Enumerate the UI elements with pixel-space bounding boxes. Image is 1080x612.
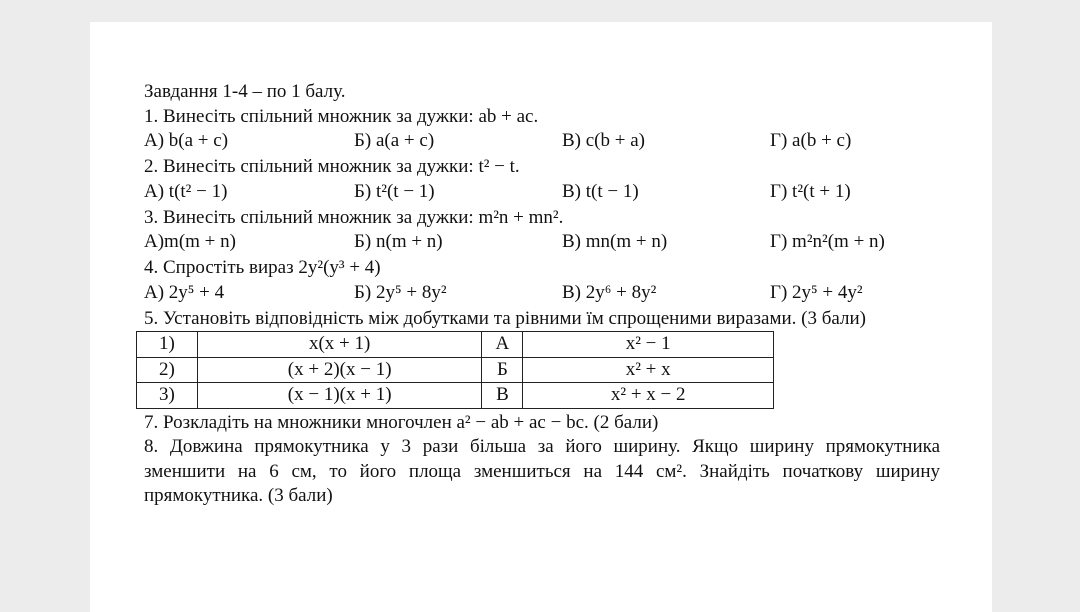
option-b[interactable]: Б) a(a + c): [354, 130, 435, 151]
question-2: 2. Винесіть спільний множник за дужки: t² − t.: [144, 156, 520, 177]
option-v[interactable]: В) 2y⁶ + 8y²: [562, 281, 657, 303]
option-b[interactable]: Б) 2y⁵ + 8y²: [354, 281, 447, 303]
option-g[interactable]: Г) 2y⁵ + 4y²: [770, 281, 863, 303]
question-8: 8. Довжина прямокутника у 3 рази більша за його ширину. Якщо ширину прямокутника зменшити на 6 см, то його площа зменшиться на 144 см². Знайдіть початкову ширину прямокутника. (3 бали): [144, 436, 940, 506]
option-g[interactable]: Г) t²(t + 1): [770, 180, 851, 202]
product-expression: (x + 2)(x − 1): [197, 357, 482, 383]
option-v[interactable]: В) c(b + a): [562, 130, 645, 151]
worksheet-content: [144, 80, 944, 509]
option-v[interactable]: В) t(t − 1): [562, 180, 639, 202]
question-7: 7. Розкладіть на множники многочлен a² − ab + ac − bc. (2 бали): [144, 411, 659, 433]
question-4: 4. Спростіть вираз 2y²(y³ + 4): [144, 257, 381, 278]
simplified-expression: x² − 1: [523, 332, 774, 358]
worksheet-page: [90, 22, 992, 612]
option-a[interactable]: А)m(m + n): [144, 231, 236, 252]
row-number: 2): [137, 357, 198, 383]
question-1: 1. Винесіть спільний множник за дужки: ab + ac.: [144, 105, 539, 127]
section-header: Завдання 1-4 – по 1 балу.: [144, 81, 346, 102]
table-row: [137, 332, 774, 358]
option-b[interactable]: Б) t²(t − 1): [354, 180, 435, 202]
answer-letter: В: [482, 383, 523, 409]
simplified-expression: x² + x − 2: [523, 383, 774, 409]
question-3-options: [144, 230, 944, 256]
option-g[interactable]: Г) a(b + c): [770, 130, 852, 151]
option-a[interactable]: А) b(a + c): [144, 130, 229, 151]
answer-letter: А: [482, 332, 523, 358]
table-row: [137, 357, 774, 383]
option-a[interactable]: А) 2y⁵ + 4: [144, 281, 225, 303]
option-g[interactable]: Г) m²n²(m + n): [770, 231, 885, 252]
question-3: 3. Винесіть спільний множник за дужки: m²n + mn².: [144, 206, 564, 228]
answer-letter: Б: [482, 357, 523, 383]
table-row: [137, 383, 774, 409]
row-number: 1): [137, 332, 198, 358]
question-5: 5. Установіть відповідність між добутками та рівними їм спрощеними виразами. (3 бали): [144, 307, 866, 329]
question-2-options: [144, 180, 944, 206]
option-v[interactable]: В) mn(m + n): [562, 231, 668, 252]
option-b[interactable]: Б) n(m + n): [354, 231, 443, 252]
question-4-options: [144, 281, 944, 307]
product-expression: x(x + 1): [197, 332, 482, 358]
question-1-options: [144, 129, 944, 155]
simplified-expression: x² + x: [523, 357, 774, 383]
option-a[interactable]: А) t(t² − 1): [144, 180, 228, 202]
matching-table: [136, 331, 774, 409]
row-number: 3): [137, 383, 198, 409]
product-expression: (x − 1)(x + 1): [197, 383, 482, 409]
